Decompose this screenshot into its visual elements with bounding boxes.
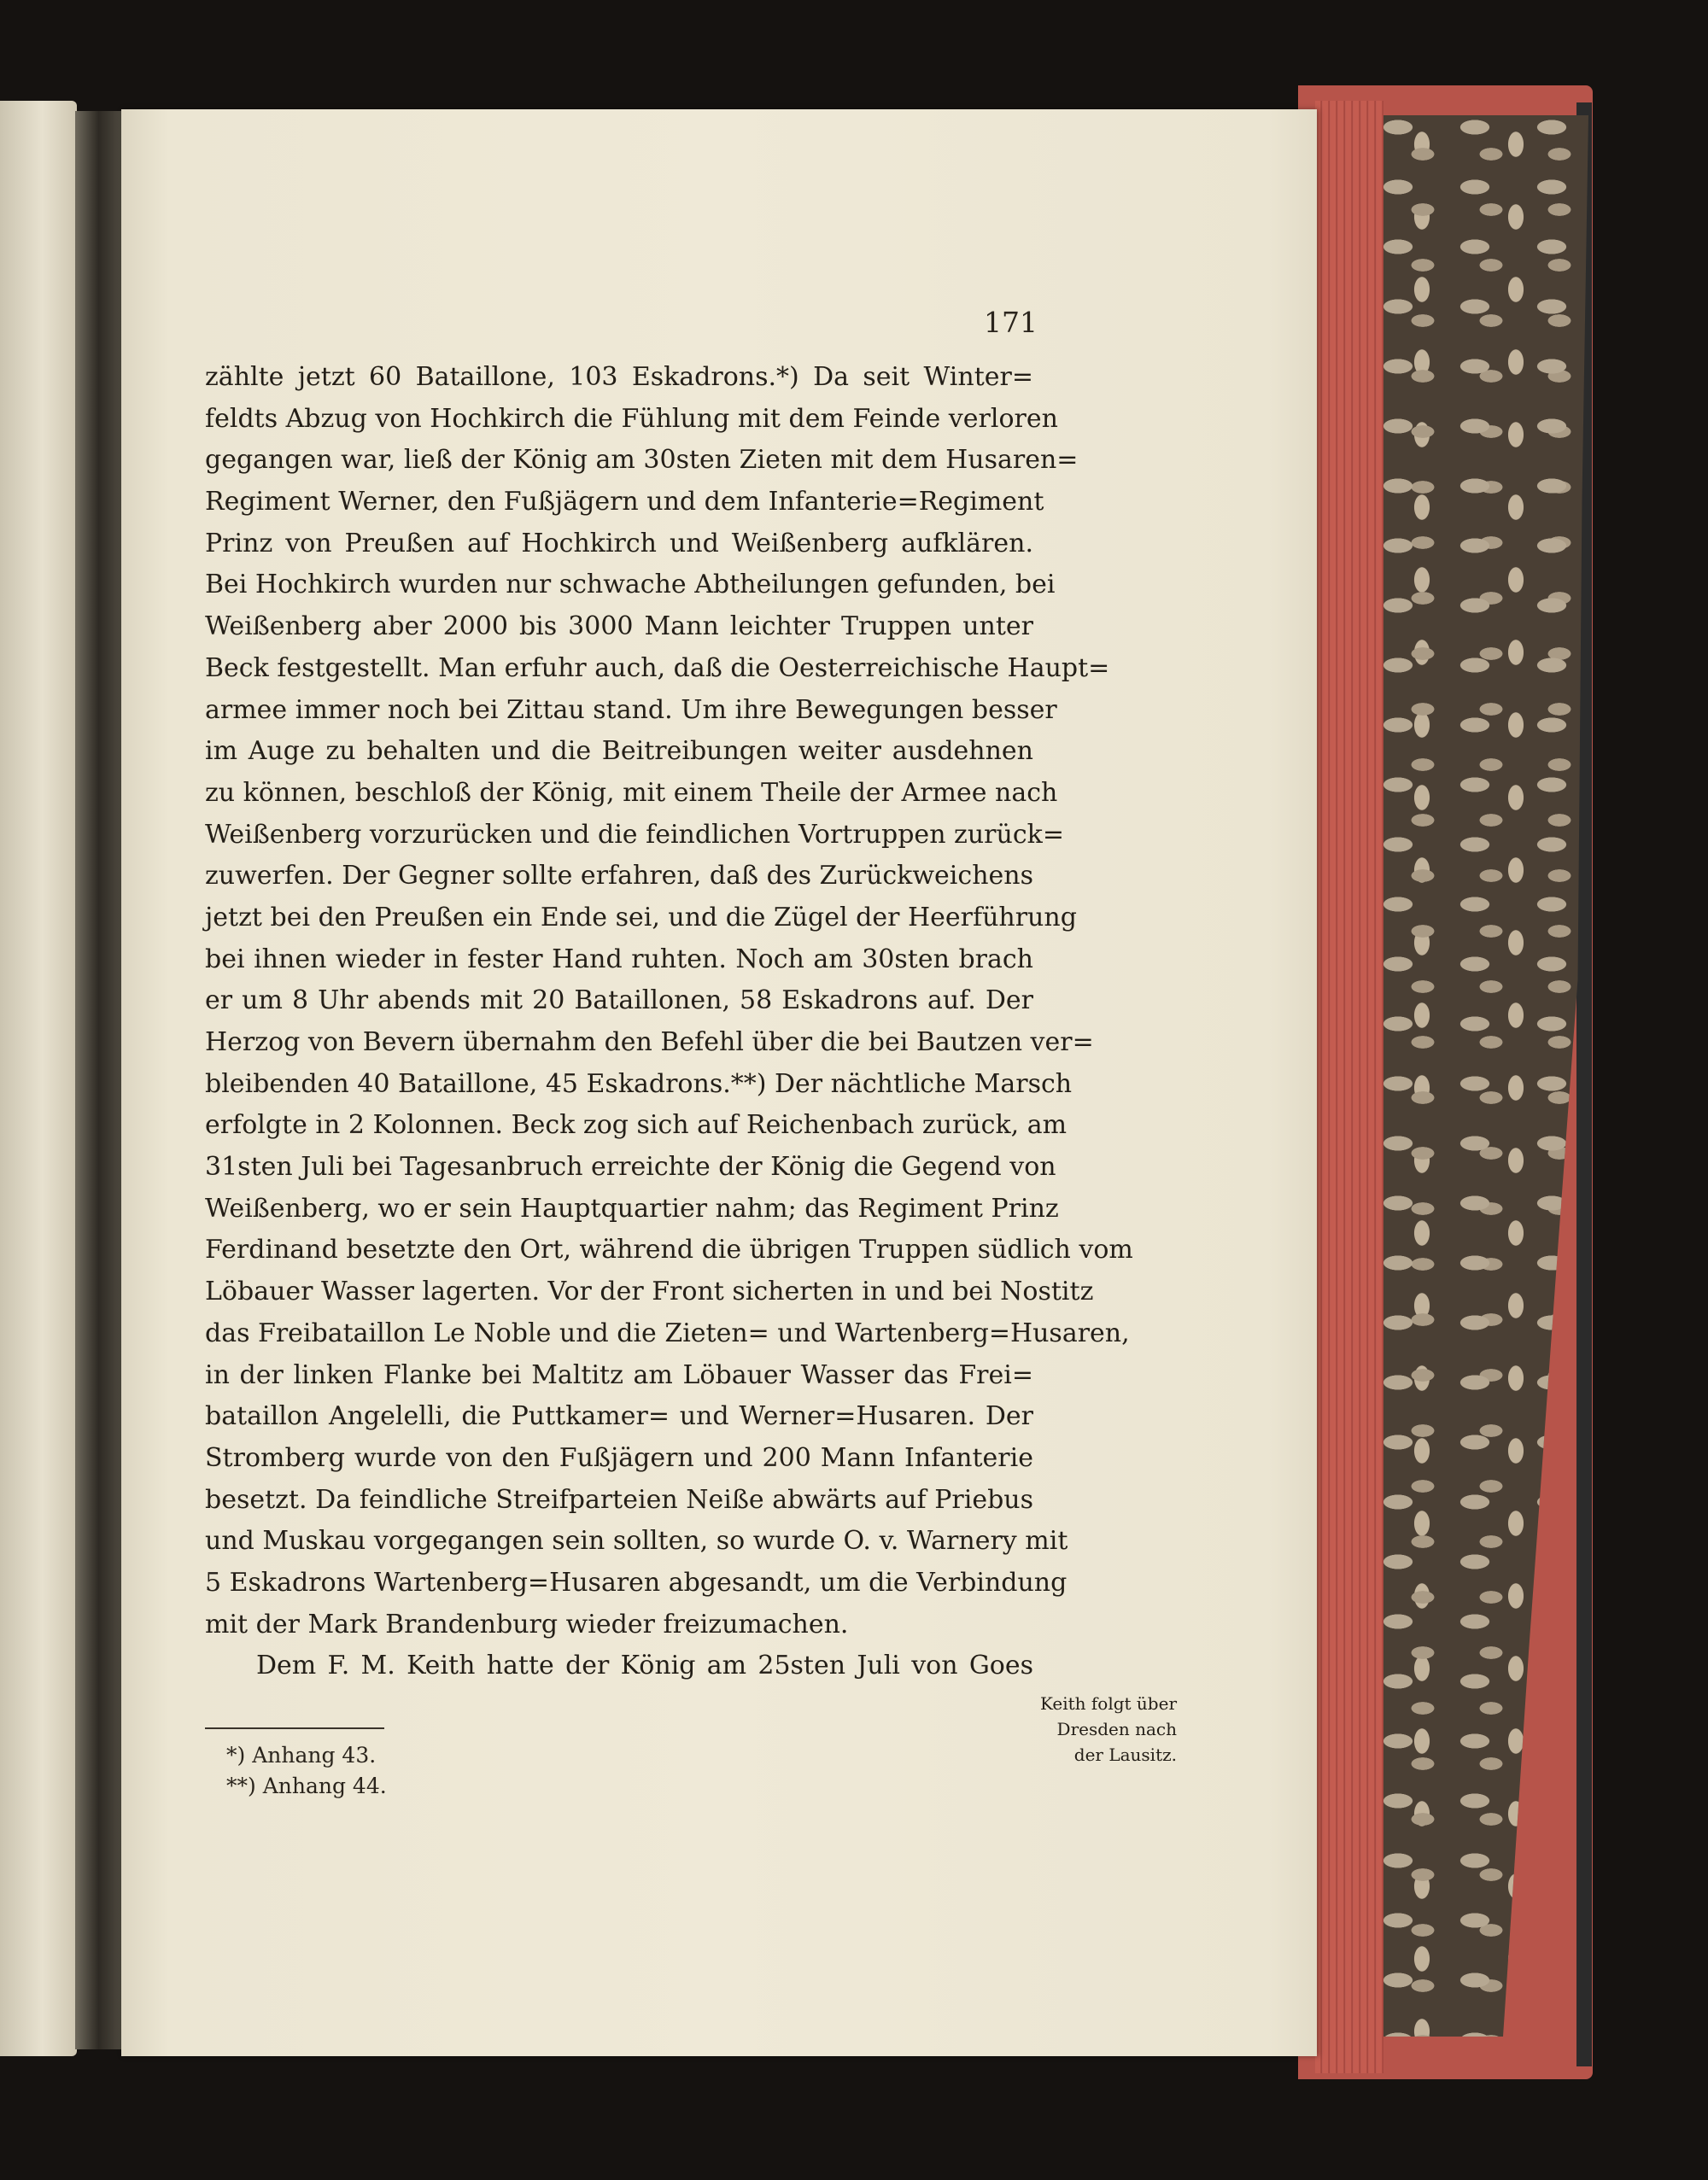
text-line: Regiment Werner, den Fußjägern und dem Infanterie=Regiment — [205, 487, 1044, 517]
marginal-note-line: der Lausitz. — [1073, 1745, 1177, 1765]
text-line: 31sten Juli bei Tagesanbruch erreichte der König die Gegend von — [205, 1152, 1056, 1183]
footnote: **) Anhang 44. — [226, 1774, 387, 1798]
text-line: das Freibataillon Le Noble und die Zieten= und Wartenberg=Husaren, — [205, 1318, 1130, 1348]
text-line: Herzog von Bevern übernahm den Befehl über die bei Bautzen ver= — [205, 1027, 1094, 1057]
text-line: armee immer noch bei Zittau stand. Um ihre Bewegungen besser — [205, 694, 1057, 725]
marginal-note-line: Keith folgt über — [1039, 1693, 1177, 1714]
body-text — [205, 357, 1133, 1687]
footnotes — [226, 1740, 387, 1802]
text-line: 5 Eskadrons Wartenberg=Husaren abgesandt, um die Verbindung — [205, 1567, 1068, 1598]
text-line: besetzt. Da feindliche Streifparteien Neiße abwärts auf Priebus — [205, 1484, 1033, 1515]
text-line: in der linken Flanke bei Maltitz am Löbauer Wasser das Frei= — [205, 1359, 1033, 1390]
text-line: gegangen war, ließ der König am 30sten Zieten mit dem Husaren= — [205, 445, 1079, 476]
text-line: und Muskau vorgegangen sein sollten, so wurde O. v. Warnery mit — [205, 1526, 1068, 1557]
page-number: 171 — [984, 306, 1038, 339]
text-line: im Auge zu behalten und die Beitreibungen weiter ausdehnen — [205, 736, 1033, 767]
marginal-note — [1023, 1691, 1177, 1768]
text-line: feldts Abzug von Hochkirch die Fühlung mit dem Feinde verloren — [205, 403, 1058, 434]
book-gutter — [75, 111, 122, 2049]
text-line: Bei Hochkirch wurden nur schwache Abtheilungen gefunden, bei — [205, 570, 1056, 600]
text-line: erfolgte in 2 Kolonnen. Beck zog sich auf Reichenbach zurück, am — [205, 1110, 1068, 1141]
previous-page-edge — [0, 101, 77, 2056]
text-line: zählte jetzt 60 Bataillone, 103 Eskadrons.*) Da seit Winter= — [205, 362, 1033, 392]
footnote: *) Anhang 43. — [226, 1743, 377, 1768]
footnote-rule — [205, 1727, 384, 1729]
text-line: Ferdinand besetzte den Ort, während die übrigen Truppen südlich vom — [205, 1235, 1133, 1265]
text-line: Beck festgestellt. Man erfuhr auch, daß die Oesterreichische Haupt= — [205, 652, 1110, 683]
text-line: bleibenden 40 Bataillone, 45 Eskadrons.**) Der nächtliche Marsch — [205, 1068, 1073, 1099]
text-line: Stromberg wurde von den Fußjägern und 200 Mann Infanterie — [205, 1442, 1033, 1473]
text-line: Weißenberg, wo er sein Hauptquartier nahm; das Regiment Prinz — [205, 1193, 1059, 1224]
text-line: jetzt bei den Preußen ein Ende sei, und die Zügel der Heerführung — [205, 902, 1077, 932]
text-line: mit der Mark Brandenburg wieder freizumachen. — [205, 1609, 849, 1639]
text-line: Prinz von Preußen auf Hochkirch und Weißenberg aufklären. — [205, 528, 1033, 558]
text-line: bataillon Angelelli, die Puttkamer= und Werner=Husaren. Der — [205, 1401, 1033, 1432]
text-line: Weißenberg vorzurücken und die feindlichen Vortruppen zurück= — [205, 819, 1064, 850]
text-line: Dem F. M. Keith hatte der König am 25sten Juli von Goes — [256, 1651, 1033, 1681]
text-line: bei ihnen wieder in fester Hand ruhten. Noch am 30sten brach — [205, 944, 1033, 974]
marginal-note-line: Dresden nach — [1056, 1719, 1177, 1739]
text-line: Löbauer Wasser lagerten. Vor der Front sicherten in und bei Nostitz — [205, 1277, 1094, 1307]
red-page-edges — [1315, 101, 1383, 2073]
text-line: Weißenberg aber 2000 bis 3000 Mann leichter Truppen unter — [205, 611, 1033, 642]
text-line: zu können, beschloß der König, mit einem Theile der Armee nach — [205, 777, 1058, 808]
text-line: er um 8 Uhr abends mit 20 Bataillonen, 58 Eskadrons auf. Der — [205, 985, 1033, 1016]
text-line: zuwerfen. Der Gegner sollte erfahren, daß des Zurückweichens — [205, 861, 1033, 891]
